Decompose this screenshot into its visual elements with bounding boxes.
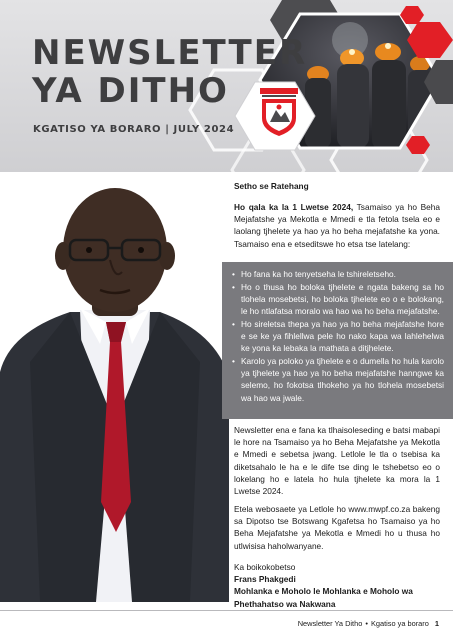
list-item: • Ho sireletsa thepa ya hao ya ho beha mejafatshe hore e se ke ya fihlellwa pele ho nako kapa wa lahlehelwa ke yona ka lebaka la mathata a ditjhelete. <box>232 318 444 355</box>
newsletter-title <box>32 34 307 110</box>
list-item: • Ho o thusa ho boloka tjhelete e ngata bakeng sa ho tlohela mosebetsi, ho boloka tjhelete eo o e bolokang, le ho ntlafatsa moralo wa hao wa ho beha mejafatshe. <box>232 281 444 318</box>
intro-paragraph <box>234 201 440 250</box>
list-item: • Karolo ya poloko ya tjhelete e o dumella ho hula karolo ya tjhelete ya hao ya ho beha mejafatshe hanngwe ka selemo, ho fokotsa tlhokeho ya ho tlohela mosebetsi wa hao wa jwale. <box>232 355 444 404</box>
benefits-list <box>232 268 444 404</box>
signer-name: Frans Phakgedi <box>234 574 296 585</box>
title-line-1: NEWSLETTER <box>32 33 308 73</box>
portrait-photo <box>0 172 229 602</box>
information-paragraph: Newsletter ena e fana ka tlhaisoleseding e batsi mabapi le hore na Tsamaiso ya ho Beha Mejafatshe ya Mekotla e Mmedi e sebetsa jwang. Letlole le tla o tsebisa ka diketsahalo le ha e le dife tse ding le tshebetso eo o lokelang ho e latela ho hula tjhelete ka mora la 1 Lwetse 2024. <box>234 425 440 497</box>
newsletter-header <box>0 0 453 172</box>
hex-red-small-bottom <box>406 136 430 154</box>
portrait-illustration <box>0 172 229 602</box>
sign-off-block <box>234 561 440 610</box>
greeting: Setho se Ratehang <box>234 181 309 191</box>
title-line-2: YA DITHO <box>32 71 229 111</box>
intro-text: Tsamaiso ya ho Beha Mejafatshe ya Mekotla e Mmedi e tla fetola tsela eo e laolang tjhelete ya hao ya ho beha mejafatshe ka yona. Tsamaiso ena e etseditswe ho etsa tse latelang: <box>234 202 440 249</box>
page-number: 1 <box>434 619 439 628</box>
page-footer <box>298 619 439 628</box>
footer-separator-dot: • <box>365 619 368 628</box>
list-item: • Ho fana ka ho tenyetseha le tshireletseho. <box>232 268 444 280</box>
edition-subtitle: KGATISO YA BORARO | JULY 2024 <box>33 124 235 135</box>
footer-publication: Newsletter Ya Ditho <box>297 619 363 628</box>
sign-off-text: Ka boikokobetso <box>234 562 296 572</box>
intro-date-lead: Ho qala ka la 1 Lwetse 2024, <box>234 202 354 212</box>
signer-title: Mohlanka e Moholo le Mohlanka e Moholo wa Phethahatso wa Nakwana <box>234 586 413 609</box>
footer-divider <box>0 610 453 611</box>
website-paragraph: Etela webosaete ya Letlole ho www.mwpf.co.za bakeng sa Dipotso tse Botswang Kgafetsa ho Tsamaiso ya ho Beha Mejafatshe ya Mekotla e Mmedi ho u thusa ho utlwisisa haholwanyane. <box>234 504 440 551</box>
footer-edition: Kgatiso ya boraro <box>370 619 429 628</box>
